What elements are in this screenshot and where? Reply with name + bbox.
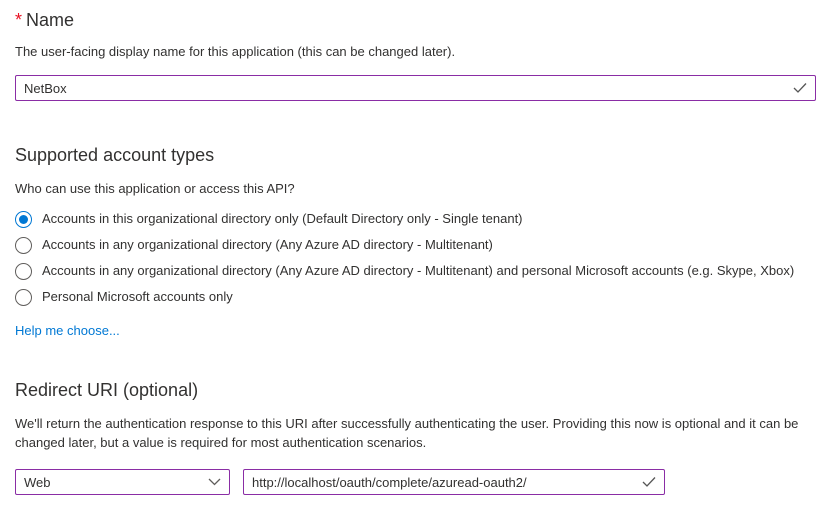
required-asterisk: * [15,10,23,30]
account-types-section [15,143,816,338]
name-section-title [15,8,816,32]
radio-icon[interactable] [15,211,32,228]
redirect-uri-input-wrap [243,469,665,495]
radio-option-multitenant[interactable] [15,232,816,258]
redirect-uri-section [15,378,816,495]
redirect-uri-description: We'll return the authentication response to this URI after successfully authenticating the user. Providing this now is optional and it can be changed later, but a value is required for most authentication scenarios. [15,416,799,450]
platform-select-value: Web [24,474,51,490]
radio-option-label: Accounts in any organizational directory (Any Azure AD directory - Multitenant) [42,237,493,252]
radio-option-multitenant-personal[interactable] [15,258,816,284]
name-title-text: Name [26,10,75,30]
help-me-choose-link[interactable]: Help me choose... [15,323,120,338]
radio-icon[interactable] [15,237,32,254]
name-description: The user-facing display name for this application (this can be changed later). [15,44,456,59]
radio-option-personal-only[interactable] [15,284,816,310]
account-type-options [15,206,816,310]
account-types-question: Who can use this application or access this API? [15,181,295,196]
radio-icon[interactable] [15,263,32,280]
account-types-title: Supported account types [15,145,215,165]
platform-select-wrap [15,469,230,495]
platform-select[interactable] [15,469,230,495]
redirect-uri-row [15,469,816,495]
radio-option-single-tenant[interactable] [15,206,816,232]
name-input-wrap [15,75,816,101]
redirect-uri-title: Redirect URI (optional) [15,380,199,400]
redirect-uri-input[interactable] [243,469,665,495]
name-input[interactable] [15,75,816,101]
radio-option-label: Personal Microsoft accounts only [42,289,233,304]
radio-option-label: Accounts in this organizational directory only (Default Directory only - Single tenant) [42,211,523,226]
radio-icon[interactable] [15,289,32,306]
radio-option-label: Accounts in any organizational directory (Any Azure AD directory - Multitenant) and personal Microsoft accounts (e.g. Skype, Xbox) [42,263,795,278]
